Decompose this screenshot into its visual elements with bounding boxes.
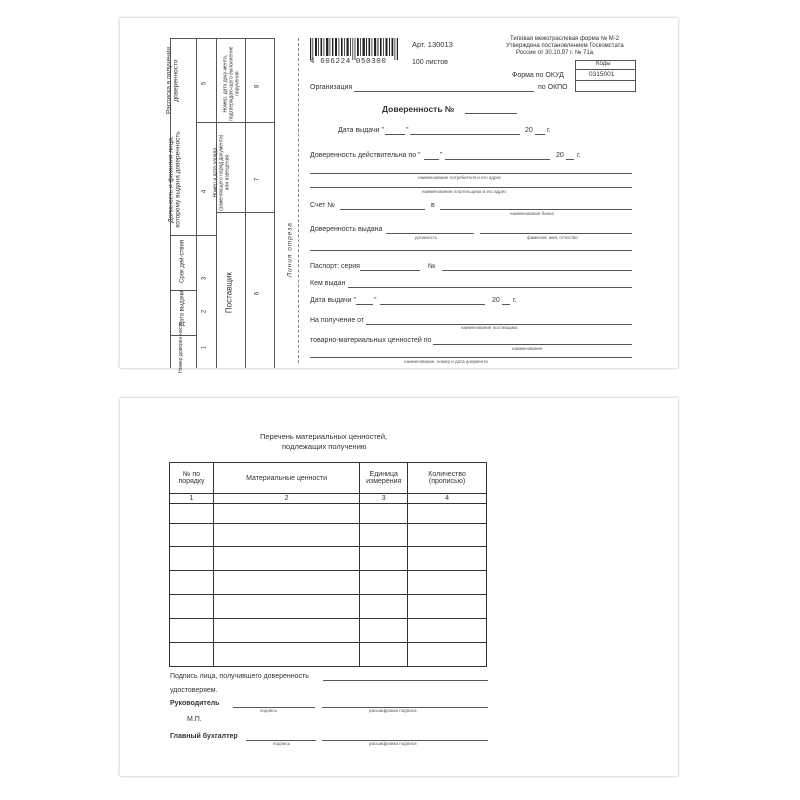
list-title-line-1: Перечень материальных ценностей, (260, 432, 388, 441)
passport-date-quote: " (374, 297, 377, 304)
valid-year-prefix: 20 (556, 152, 564, 159)
cut-line-label: Линия отреза (286, 222, 294, 278)
table-row (170, 643, 487, 667)
table-row (170, 504, 487, 524)
receive-from-label: На получение от (310, 317, 365, 324)
issue-day-field[interactable] (385, 134, 405, 135)
column-header-materials: Материальные ценности (213, 463, 359, 494)
passport-date-label: Дата выдачи " (310, 297, 357, 304)
cut-line (298, 38, 299, 363)
table-row (170, 524, 487, 547)
goods-name-caption: наименование (512, 346, 543, 351)
stub-num-2: 2 (201, 309, 208, 314)
article-number: Арт. 130013 (412, 40, 453, 49)
issue-year-suffix: г. (547, 127, 551, 134)
table-row (170, 547, 487, 571)
payer-field[interactable] (310, 187, 632, 188)
certify-label: удостоверяем. (170, 687, 218, 694)
bank-field[interactable] (440, 209, 632, 210)
organization-label: Организация (310, 84, 353, 91)
okud-label: Форма по ОКУД (512, 72, 564, 79)
chief-accountant-label: Главный бухгалтер (170, 733, 238, 740)
organization-field[interactable] (354, 91, 534, 92)
stub-divider (196, 38, 197, 368)
stub-col5-header: Расписка в получении доверенности (165, 47, 180, 114)
stub-col8-header: Номер, дата доку-мента, подтверждаю-щего выполнение поручения (222, 46, 240, 121)
stub-divider (196, 122, 216, 123)
valid-day-field[interactable] (424, 159, 439, 160)
codes-divider (575, 80, 636, 81)
stub-col7-header: Номер и дата наряда (заменяющего наряд документа) или извещения (212, 134, 230, 211)
valid-until-label: Доверенность действительна по " (310, 152, 421, 159)
column-number-1: 1 (170, 494, 214, 504)
column-number-4: 4 (408, 494, 487, 504)
supplier-caption: наименование поставщика (461, 325, 518, 330)
accountant-signature-caption: подпись (273, 741, 291, 746)
stub-divider (245, 38, 246, 368)
codes-divider (575, 69, 636, 70)
barcode-icon (310, 38, 405, 60)
column-number-3: 3 (360, 494, 408, 504)
passport-number-label: № (428, 263, 436, 270)
stub-col1-header: Номер доверен-ности (178, 321, 185, 373)
stamp-label: М.П. (187, 716, 202, 723)
account-field[interactable] (340, 209, 425, 210)
barcode-number: 4 606224 050300 (310, 58, 387, 66)
signature-label: Подпись лица, получившего доверенность (170, 673, 309, 680)
stub-num-8: 8 (254, 84, 261, 89)
stub-num-7: 7 (254, 177, 261, 182)
materials-table (169, 462, 487, 667)
document-caption: наименование, номер и дата документа (404, 359, 488, 364)
stub-num-4: 4 (201, 189, 208, 194)
form-type-line-1: Типовая межотраслевая форма № М-2 (510, 36, 620, 42)
passport-month-field[interactable] (380, 304, 485, 305)
document-field[interactable] (310, 357, 632, 358)
head-decode-caption: расшифровка подписи (369, 708, 417, 713)
passport-number-field[interactable] (442, 270, 632, 271)
signature-field[interactable] (323, 680, 488, 681)
issued-by-field[interactable] (348, 287, 632, 288)
name-caption: фамилия, имя, отчество (527, 235, 578, 240)
goods-label: товарно-материальных ценностей по (310, 337, 432, 344)
codes-label: Коды (596, 61, 611, 67)
issue-year-field[interactable] (535, 134, 545, 135)
issued-to-label: Доверенность выдана (310, 226, 383, 233)
stub-col2-header: Дата выдачи (179, 290, 186, 327)
list-title-line-2: подлежащих получению (282, 442, 367, 451)
table-row (170, 571, 487, 595)
table-row (170, 595, 487, 619)
issue-date-quote: " (406, 127, 409, 134)
passport-label: Паспорт: серия (310, 263, 360, 270)
head-signature-caption: подпись (260, 708, 278, 713)
consumer-caption: наименование потребителя и его адрес (418, 175, 502, 180)
sheet-count: 100 листов (412, 59, 448, 66)
payer-caption: наименование плательщика и его адрес (422, 189, 507, 194)
accountant-decode-caption: расшифровка подписи (369, 741, 417, 746)
stub-col3-header: Срок дей-ствия (179, 239, 186, 283)
account-label: Счет № (310, 202, 335, 209)
issue-year-prefix: 20 (525, 127, 533, 134)
stub-divider (170, 235, 216, 236)
form-type-line-3: России от 30.10.97 г. № 71а. (516, 50, 595, 56)
okud-code: 0315001 (589, 71, 615, 78)
position-caption: должность (415, 235, 438, 240)
column-number-2: 2 (213, 494, 359, 504)
form-number-field[interactable] (465, 113, 517, 114)
account-in-label: в (431, 202, 435, 209)
form-type-line-2: Утверждена постановлением Госкомстата (506, 43, 624, 49)
stub-col6-header: Поставщик (224, 272, 234, 314)
valid-year-suffix: г. (577, 152, 581, 159)
passport-year-field[interactable] (502, 304, 510, 305)
valid-year-field[interactable] (566, 159, 574, 160)
passport-series-field[interactable] (360, 270, 420, 271)
column-header-number: № по порядку (170, 463, 214, 494)
issued-by-label: Кем выдан (310, 280, 346, 287)
stub-num-1: 1 (201, 345, 208, 350)
issue-date-label: Дата выдачи " (338, 127, 385, 134)
valid-month-field[interactable] (445, 159, 550, 160)
stub-col4-header: Должность и фамилия лица, которому выдана доверенность (167, 131, 182, 228)
passport-day-field[interactable] (356, 304, 373, 305)
head-label: Руководитель (170, 700, 220, 707)
form-title: Доверенность № (382, 104, 455, 114)
consumer-field[interactable] (310, 173, 632, 174)
issued-to-extra-field[interactable] (310, 250, 632, 251)
stub-num-3: 3 (201, 276, 208, 281)
passport-year-suffix: г. (513, 297, 517, 304)
goods-doc-field[interactable] (433, 344, 632, 345)
stub-num-5: 5 (201, 81, 208, 86)
bank-caption: наименование банка (510, 211, 554, 216)
issue-month-field[interactable] (410, 134, 520, 135)
stub-num-6: 6 (254, 291, 261, 296)
valid-date-quote: " (440, 152, 443, 159)
column-header-quantity: Количество (прописью) (408, 463, 487, 494)
okpo-label: по ОКПО (538, 84, 568, 91)
column-header-unit: Единица измерения (360, 463, 408, 494)
passport-year-prefix: 20 (492, 297, 500, 304)
position-field[interactable] (386, 233, 474, 234)
table-row (170, 619, 487, 643)
full-name-field[interactable] (480, 233, 632, 234)
